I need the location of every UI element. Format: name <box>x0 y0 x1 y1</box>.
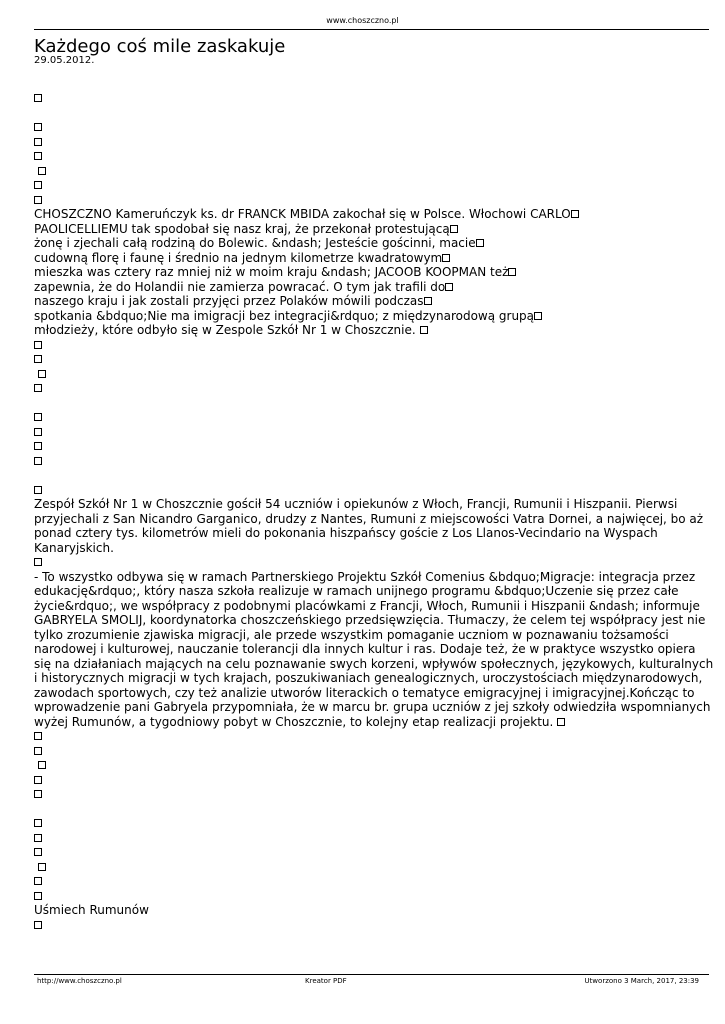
footer-created: Utworzono 3 March, 2017, 23:39 <box>584 977 699 985</box>
missing-glyph-icon <box>450 225 458 233</box>
missing-glyph-line <box>34 845 714 860</box>
missing-glyph-line <box>34 744 714 759</box>
missing-glyph-line <box>34 425 714 440</box>
missing-glyph-line <box>34 831 714 846</box>
intro-line: młodzieży, które odbyło się w Zespole Szkół Nr 1 w Choszcznie. <box>34 323 714 338</box>
missing-glyph-line <box>34 367 714 382</box>
footer-url: http://www.choszczno.pl <box>37 977 122 985</box>
missing-glyph-icon <box>34 486 42 494</box>
missing-glyph-icon <box>445 283 453 291</box>
missing-glyph-icon <box>424 297 432 305</box>
missing-glyph-icon <box>442 254 450 262</box>
footer-divider <box>34 974 709 975</box>
missing-glyph-icon <box>34 196 42 204</box>
missing-glyph-icon <box>34 413 42 421</box>
missing-glyph-icon <box>34 558 42 566</box>
missing-glyph-icon <box>34 877 42 885</box>
missing-glyph-icon <box>34 428 42 436</box>
missing-glyph-line <box>34 773 714 788</box>
missing-glyph-icon <box>34 790 42 798</box>
missing-glyph-icon <box>34 457 42 465</box>
intro-line: PAOLICELLIEMU tak spodobał się nasz kraj, że przekonał protestującą <box>34 222 714 237</box>
missing-glyph-line <box>34 729 714 744</box>
missing-glyph-line <box>34 889 714 904</box>
missing-glyph-line <box>34 555 714 570</box>
missing-glyph-line <box>34 91 714 106</box>
missing-glyph-icon <box>534 312 542 320</box>
missing-glyph-line <box>34 758 714 773</box>
missing-glyph-icon <box>34 732 42 740</box>
missing-glyph-icon <box>571 210 579 218</box>
intro-line: cudowną florę i faunę i średnio na jednym kilometrze kwadratowym <box>34 251 714 266</box>
missing-glyph-line <box>34 787 714 802</box>
missing-glyph-line <box>34 164 714 179</box>
missing-glyph-icon <box>557 718 565 726</box>
intro-line: naszego kraju i jak zostali przyjęci przez Polaków mówili podczas <box>34 294 714 309</box>
missing-glyph-icon <box>34 341 42 349</box>
missing-glyph-icon <box>420 326 428 334</box>
missing-glyph-line <box>34 120 714 135</box>
missing-glyph-line <box>34 381 714 396</box>
missing-glyph-line <box>34 149 714 164</box>
missing-glyph-line <box>34 816 714 831</box>
missing-glyph-icon <box>34 181 42 189</box>
missing-glyph-icon <box>34 355 42 363</box>
intro-line: żonę i zjechali całą rodziną do Bolewic. &ndash; Jesteście gościnni, macie <box>34 236 714 251</box>
missing-glyph-icon <box>34 384 42 392</box>
intro-line: mieszka was cztery raz mniej niż w moim kraju &ndash; JACOOB KOOPMAN też <box>34 265 714 280</box>
subheading: Uśmiech Rumunów <box>34 903 149 917</box>
missing-glyph-icon <box>34 152 42 160</box>
header-divider <box>34 29 709 30</box>
missing-glyph-icon <box>34 123 42 131</box>
missing-glyph-icon <box>34 892 42 900</box>
missing-glyph-line <box>34 135 714 150</box>
missing-glyph-icon <box>34 442 42 450</box>
missing-glyph-line <box>34 454 714 469</box>
missing-glyph-icon <box>38 370 46 378</box>
missing-glyph-icon <box>34 776 42 784</box>
missing-glyph-icon <box>34 819 42 827</box>
paragraph-1: Zespół Szkół Nr 1 w Choszcznie gościł 54 uczniów i opiekunów z Włoch, Francji, Rumunii i Hiszpanii. Pierwsi przyjechali z San Nicandro Garganico, drudzy z Nantes, Rumuni z miejscowości Vatra Dornei, a najwięcej, bo aż ponad cztery tys. kilometrów mieli do pokonania hiszpańscy goście z Los Llanos-Vecindario na Wyspach Kanaryjskich. <box>34 497 704 555</box>
missing-glyph-icon <box>38 863 46 871</box>
missing-glyph-line <box>34 352 714 367</box>
paragraph-2: - To wszystko odbywa się w ramach Partnerskiego Projektu Szkół Comenius &bdquo;Migracje: integracja przez edukację&rdquo;, który nasza szkoła realizuje w ramach unijnego programu &bdquo;Uczenie się przez całe życie&rdquo;, we współpracy z podobnymi placówkami z Francji, Włoch, Rumunii i Hiszpanii &ndash; informuje GABRYELA SMOLIJ, koordynatorka choszczeńskiego przedsięwzięcia. Tłumaczy, że celem tej współpracy jest nie tylko zrozumienie zjawiska migracji, ale przede wszystkim pomaganie uczniom w poznawaniu tożsamości narodowej i kulturowej, nauczanie tolerancji dla innych kultur i ras. Dodaje też, że w praktyce wszystko opiera się na działaniach mających na celu poznawanie swych korzeni, wpływów społecznych, językowych, kulturalnych i historycznych migracji w tych krajach, poszukiwaniach genealogicznych, uroczystościach międzynarodowych, zawodach sportowych, czy też analizie utworów literackich o tematyce emigracyjnej i imigracyjnej.Kończąc to wprowadzenie pani Gabryela przypomniała, że w marcu br. grupa uczniów z jej szkoły odwiedziła wspomnianych wyżej Rumunów, a tygodniowy pobyt w Choszcznie, to kolejny etap realizacji projektu. <box>34 569 714 729</box>
missing-glyph-line <box>34 178 714 193</box>
missing-glyph-icon <box>34 138 42 146</box>
missing-glyph-line <box>34 338 714 353</box>
missing-glyph-icon <box>34 921 42 929</box>
article-body <box>34 91 714 932</box>
missing-glyph-line <box>34 439 714 454</box>
article-date: 29.05.2012. <box>34 55 95 66</box>
footer-generator: Kreator PDF <box>305 977 347 985</box>
site-header: www.choszczno.pl <box>326 16 399 25</box>
missing-glyph-line <box>34 410 714 425</box>
intro-line: zapewnia, że do Holandii nie zamierza powracać. O tym jak trafili do <box>34 280 714 295</box>
missing-glyph-line <box>34 193 714 208</box>
missing-glyph-line <box>34 874 714 889</box>
article-title: Każdego coś mile zaskakuje <box>34 36 286 57</box>
missing-glyph-icon <box>34 94 42 102</box>
intro-line: spotkania &bdquo;Nie ma imigracji bez integracji&rdquo; z międzynarodową grupą <box>34 309 714 324</box>
missing-glyph-icon <box>34 834 42 842</box>
missing-glyph-icon <box>38 167 46 175</box>
missing-glyph-line <box>34 483 714 498</box>
missing-glyph-icon <box>508 268 516 276</box>
intro-line: CHOSZCZNO Kameruńczyk ks. dr FRANCK MBIDA zakochał się w Polsce. Włochowi CARLO <box>34 207 714 222</box>
missing-glyph-icon <box>38 761 46 769</box>
missing-glyph-line <box>34 918 714 933</box>
missing-glyph-icon <box>34 848 42 856</box>
missing-glyph-icon <box>34 747 42 755</box>
missing-glyph-line <box>34 860 714 875</box>
missing-glyph-icon <box>476 239 484 247</box>
